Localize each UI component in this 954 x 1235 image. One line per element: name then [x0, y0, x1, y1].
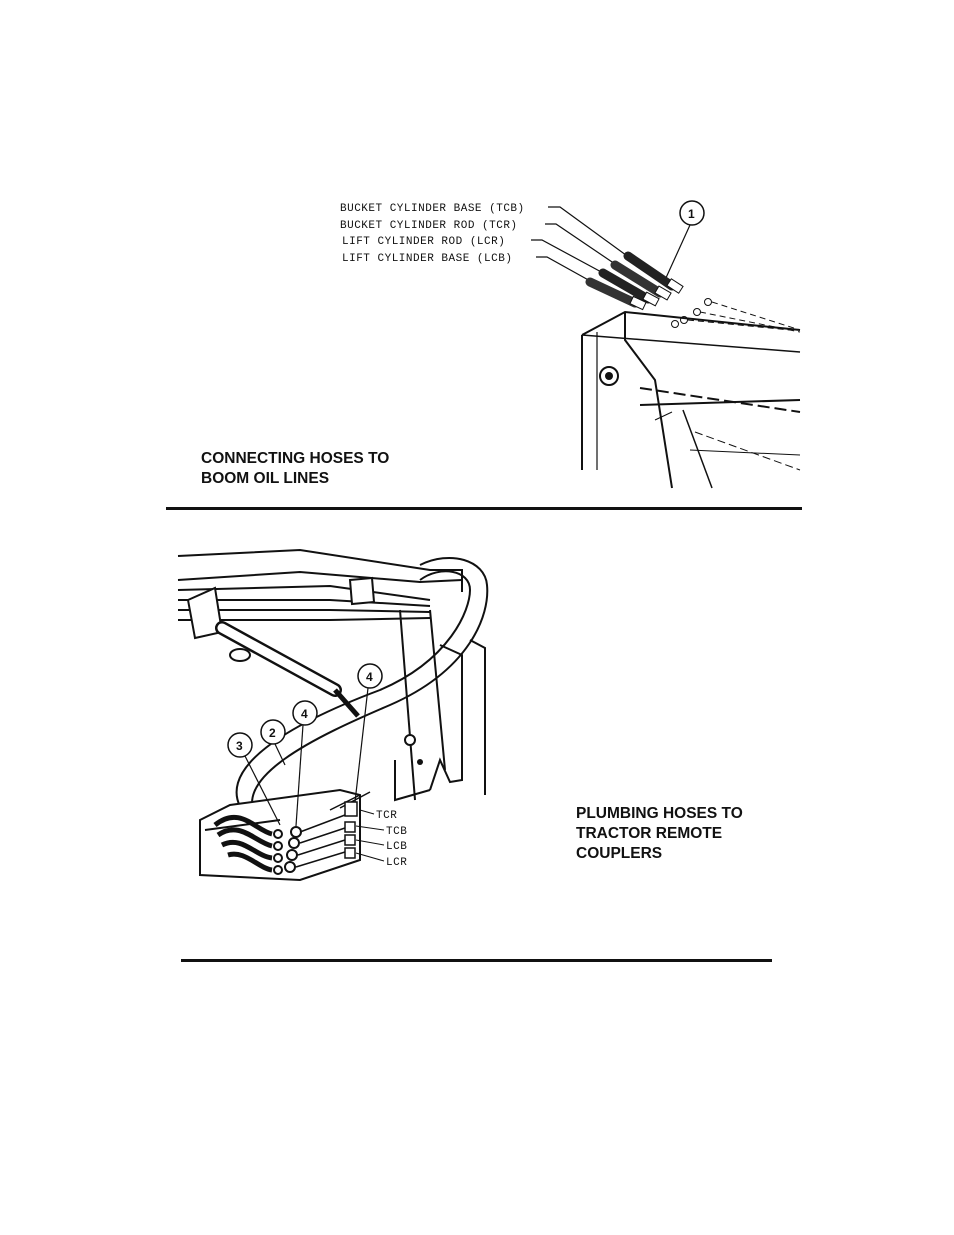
boom-arm [178, 550, 462, 620]
coupler-label-tcb: TCB [386, 826, 408, 838]
hydraulic-cylinder [222, 628, 358, 716]
figure1-caption: CONNECTING HOSES TO BOOM OIL LINES [201, 450, 390, 487]
hose-label-lcr: LIFT CYLINDER ROD (LCR) [342, 236, 506, 248]
callout-number-3: 3 [236, 739, 243, 753]
divider-bottom [181, 959, 772, 962]
figure-tractor-couplers [0, 520, 954, 940]
coupler-label-lcb: LCB [386, 841, 408, 853]
boom-oil-lines-illustration [0, 0, 954, 500]
coupler-label-tcr: TCR [376, 810, 398, 822]
figure-boom-oil-lines [0, 0, 954, 500]
hose-label-tcb: BUCKET CYLINDER BASE (TCB) [340, 203, 525, 215]
boom-frame [582, 312, 800, 488]
coupler-label-lcr: LCR [386, 857, 408, 869]
figure2-caption: PLUMBING HOSES TO TRACTOR REMOTE COUPLERS [576, 805, 743, 862]
callout-number-4a: 4 [301, 707, 308, 721]
callout-number-2: 2 [269, 726, 276, 740]
tractor-couplers-illustration [0, 520, 954, 940]
hose-bundle [590, 256, 800, 332]
hose-label-tcr: BUCKET CYLINDER ROD (TCR) [340, 220, 518, 232]
leader-lines [531, 207, 690, 282]
divider-top [166, 507, 802, 510]
callout-number-4b: 4 [366, 670, 373, 684]
callout-number-1: 1 [688, 207, 695, 221]
hose-label-lcb: LIFT CYLINDER BASE (LCB) [342, 253, 513, 265]
